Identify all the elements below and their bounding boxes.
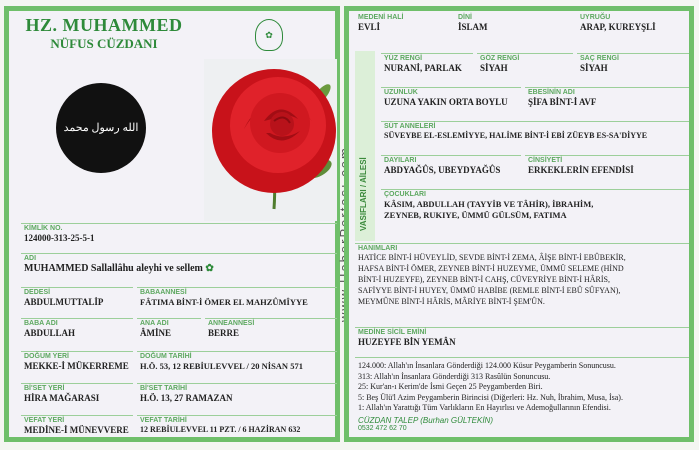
field-kimlik-no [21,223,337,247]
hanimlari-line: HATİCE BİNT-İ HÜVEYLİD, SEVDE BİNT-İ ZEMA, ÂİŞE BİNT-İ EBÛBEKİR, [358,253,626,262]
value-dedesi: ABDULMUTTALİP [24,297,104,307]
field-ebe [525,87,689,115]
value-sicil: HUZEYFE BİN YEMÂN [358,337,456,347]
field-adi [21,253,337,283]
label-cinsiyet: CİNSİYETİ [528,157,563,164]
note-line: 313: Allah'ın İnsanlara Gönderdiği 313 Rasûlün Sonuncusu. [358,371,551,381]
value-goz: SİYAH [480,63,508,73]
value-vefat-yeri: MEDİNE-İ MÜNEVVERE [24,425,129,435]
field-dogum-yeri [21,351,133,379]
field-babaannesi [137,287,337,315]
value-adi [21,262,337,274]
value-dini: İSLAM [458,22,488,32]
value-dogum-yeri: MEKKE-İ MÜKERREME [24,361,129,371]
phone-text: 0532 472 62 70 [358,424,407,432]
label-adi: ADI [24,255,37,262]
label-sac: SAÇ RENGİ [580,55,619,62]
card-header [9,11,199,59]
value-adi-text: MUHAMMED Sallallâhu aleyhi ve sellem [24,263,203,274]
card-title: HZ. MUHAMMED [25,15,183,35]
side-label: VASIFLARI / AİLESİ [359,157,368,231]
hanimlari-line: HAFSA BİNT-İ ÖMER, ZEYNEB BİNT-İ HUZEYME, ÜMMÜ SELEME (HİND [358,264,624,273]
label-dogum-yeri: DOĞUM YERİ [24,353,69,360]
value-sut: SÜVEYBE EL-ESLEMİYYE, HALİME BİNT-İ EBİ ZÜEYB ES-SA'DİYYE [384,131,648,140]
hanimlari-line: MEYMÛNE BİNT-İ HÂRİS, MÂRİYE BİNT-İ ŞEM'ÛN. [358,297,545,306]
field-sac [577,53,689,81]
calligraphy-icon: ✿ [205,263,214,274]
value-vefat-tarihi: 12 REBİULEVVEL 11 PZT. / 6 HAZİRAN 632 [140,425,301,434]
field-medeni [355,13,451,43]
field-goz [477,53,573,81]
field-ana [137,318,201,346]
field-sut [381,121,689,151]
field-cocuklari [381,189,689,239]
field-dogum-tarihi [137,351,337,379]
value-medeni: EVLİ [358,22,381,32]
id-card-back [344,6,694,442]
field-biset-tarihi [137,383,337,411]
label-hanimlari: HANIMLARI [358,245,398,252]
value-yuz: NURANİ, PARLAK [384,63,462,73]
label-sicil: MEDİNE SİCİL EMİNİ [358,329,427,336]
field-yuz [381,53,473,81]
field-vefat-tarihi [137,415,337,439]
field-dedesi [21,287,133,315]
value-sac: SİYAH [580,63,608,73]
label-dini: DİNİ [458,14,472,21]
label-baba: BABA ADI [24,320,58,327]
value-dogum-tarihi: H.Ö. 53, 12 REBİULEVVEL / 20 NİSAN 571 [140,361,303,371]
field-biset-yeri [21,383,133,411]
label-dogum-tarihi: DOĞUM TARİHİ [140,353,192,360]
label-yuz: YÜZ RENGİ [384,55,423,62]
emblem-text: الله رسول محمد [63,122,139,134]
label-sut: SÜT ANNELERİ [384,123,436,130]
field-baba [21,318,133,346]
note-line: 1: Allah'ın Yarattığı Tüm Varlıkların En Hayırlısı ve Ademoğullarının Efendisi. [358,403,611,412]
label-uzunluk: UZUNLUK [384,89,418,96]
id-card-front [4,6,340,442]
field-sicil [355,327,689,355]
value-baba: ABDULLAH [24,328,76,338]
field-anneanne [205,318,337,346]
label-dayilari: DAYILARI [384,157,417,164]
rose-photo [204,59,337,221]
label-babaannesi: BABAANNESİ [140,289,187,296]
value-anneanne: BERRE [208,328,240,338]
value-ebe: ŞİFA BİNT-İ AVF [528,97,597,107]
value-biset-tarihi: H.Ö. 13, 27 RAMAZAN [140,393,233,403]
label-vefat-yeri: VEFAT YERİ [24,417,65,424]
field-dini [455,13,573,43]
note-line: 25: Kur'an-ı Kerim'de İsmi Geçen 25 Peygamberden Biri. [358,382,543,391]
field-dayilari [381,155,521,185]
notes-block [355,357,689,437]
field-uzunluk [381,87,521,115]
label-anneanne: ANNEANNESİ [208,320,255,327]
field-vefat-yeri [21,415,133,439]
seal-emblem-icon [56,83,146,173]
value-cinsiyet: ERKEKLERİN EFENDİSİ [528,165,634,175]
value-biset-yeri: HİRA MAĞARASI [24,393,100,403]
signature-text: CÜZDAN TALEP (Burhan GÜLTEKİN) [358,415,493,425]
hanimlari-line: BİNT-İ HUZEYFE), ZEYNEB BİNT-İ CAHŞ, CÜVEYRİYE BİNT-İ HÂRİS, [358,275,610,284]
value-ana: ÂMİNE [140,328,171,338]
value-cocuklari-line1: KÂSIM, ABDULLAH (TAYYİB VE TÂHİR), İBRAHİM, [384,199,594,209]
label-vefat-tarihi: VEFAT TARİHİ [140,417,187,424]
value-kimlik-no: 124000-313-25-5-1 [24,233,95,243]
label-medeni: MEDENİ HALİ [358,14,404,21]
value-dayilari: ABDYAĞÛS, UBEYDYAĞÛS [384,165,501,175]
field-uyrugu [577,13,689,43]
seal-icon: ✿ [255,19,283,51]
field-cinsiyet [525,155,689,185]
label-goz: GÖZ RENGİ [480,55,520,62]
label-biset-tarihi: Bİ'SET TARİHİ [140,385,188,392]
label-biset-yeri: Bİ'SET YERİ [24,385,65,392]
rose-icon [204,59,337,221]
value-uyrugu: ARAP, KUREYŞLİ [580,22,656,32]
field-hanimlari [355,243,689,323]
label-ebe: EBESİNİN ADI [528,89,575,96]
card-subtitle: NÜFUS CÜZDANI [50,36,158,51]
label-dedesi: DEDESİ [24,289,51,296]
value-cocuklari-line2: ZEYNEB, RUKIYE, ÜMMÜ GÜLSÜM, FATIMA [384,210,567,220]
value-babaannesi: FÂTIMA BİNT-İ ÖMER EL MAHZÛMÎYYE [140,297,308,307]
label-uyrugu: UYRUĞU [580,14,611,21]
hanimlari-line: SAFİYYE BİNT-İ HUYEY, ÜMMÜ HABİBE (REMLE BİNT-İ EBÛ SÛFYAN), [358,286,621,295]
label-cocuklari: ÇOCUKLARI [384,191,426,198]
value-uzunluk: UZUNA YAKIN ORTA BOYLU [384,97,508,107]
label-kimlik-no: KİMLİK NO. [24,225,63,232]
note-line: 124.000: Allah'ın İnsanlara Gönderdiği 124.000 Küsur Peygamberin Sonuncusu. [358,361,616,370]
note-line: 5: Beş Ülü'l Azim Peygamberin Birincisi (Diğerleri: Hz. Nuh, İbrahim, Musa, İsa). [358,392,623,402]
label-ana: ANA ADI [140,320,169,327]
